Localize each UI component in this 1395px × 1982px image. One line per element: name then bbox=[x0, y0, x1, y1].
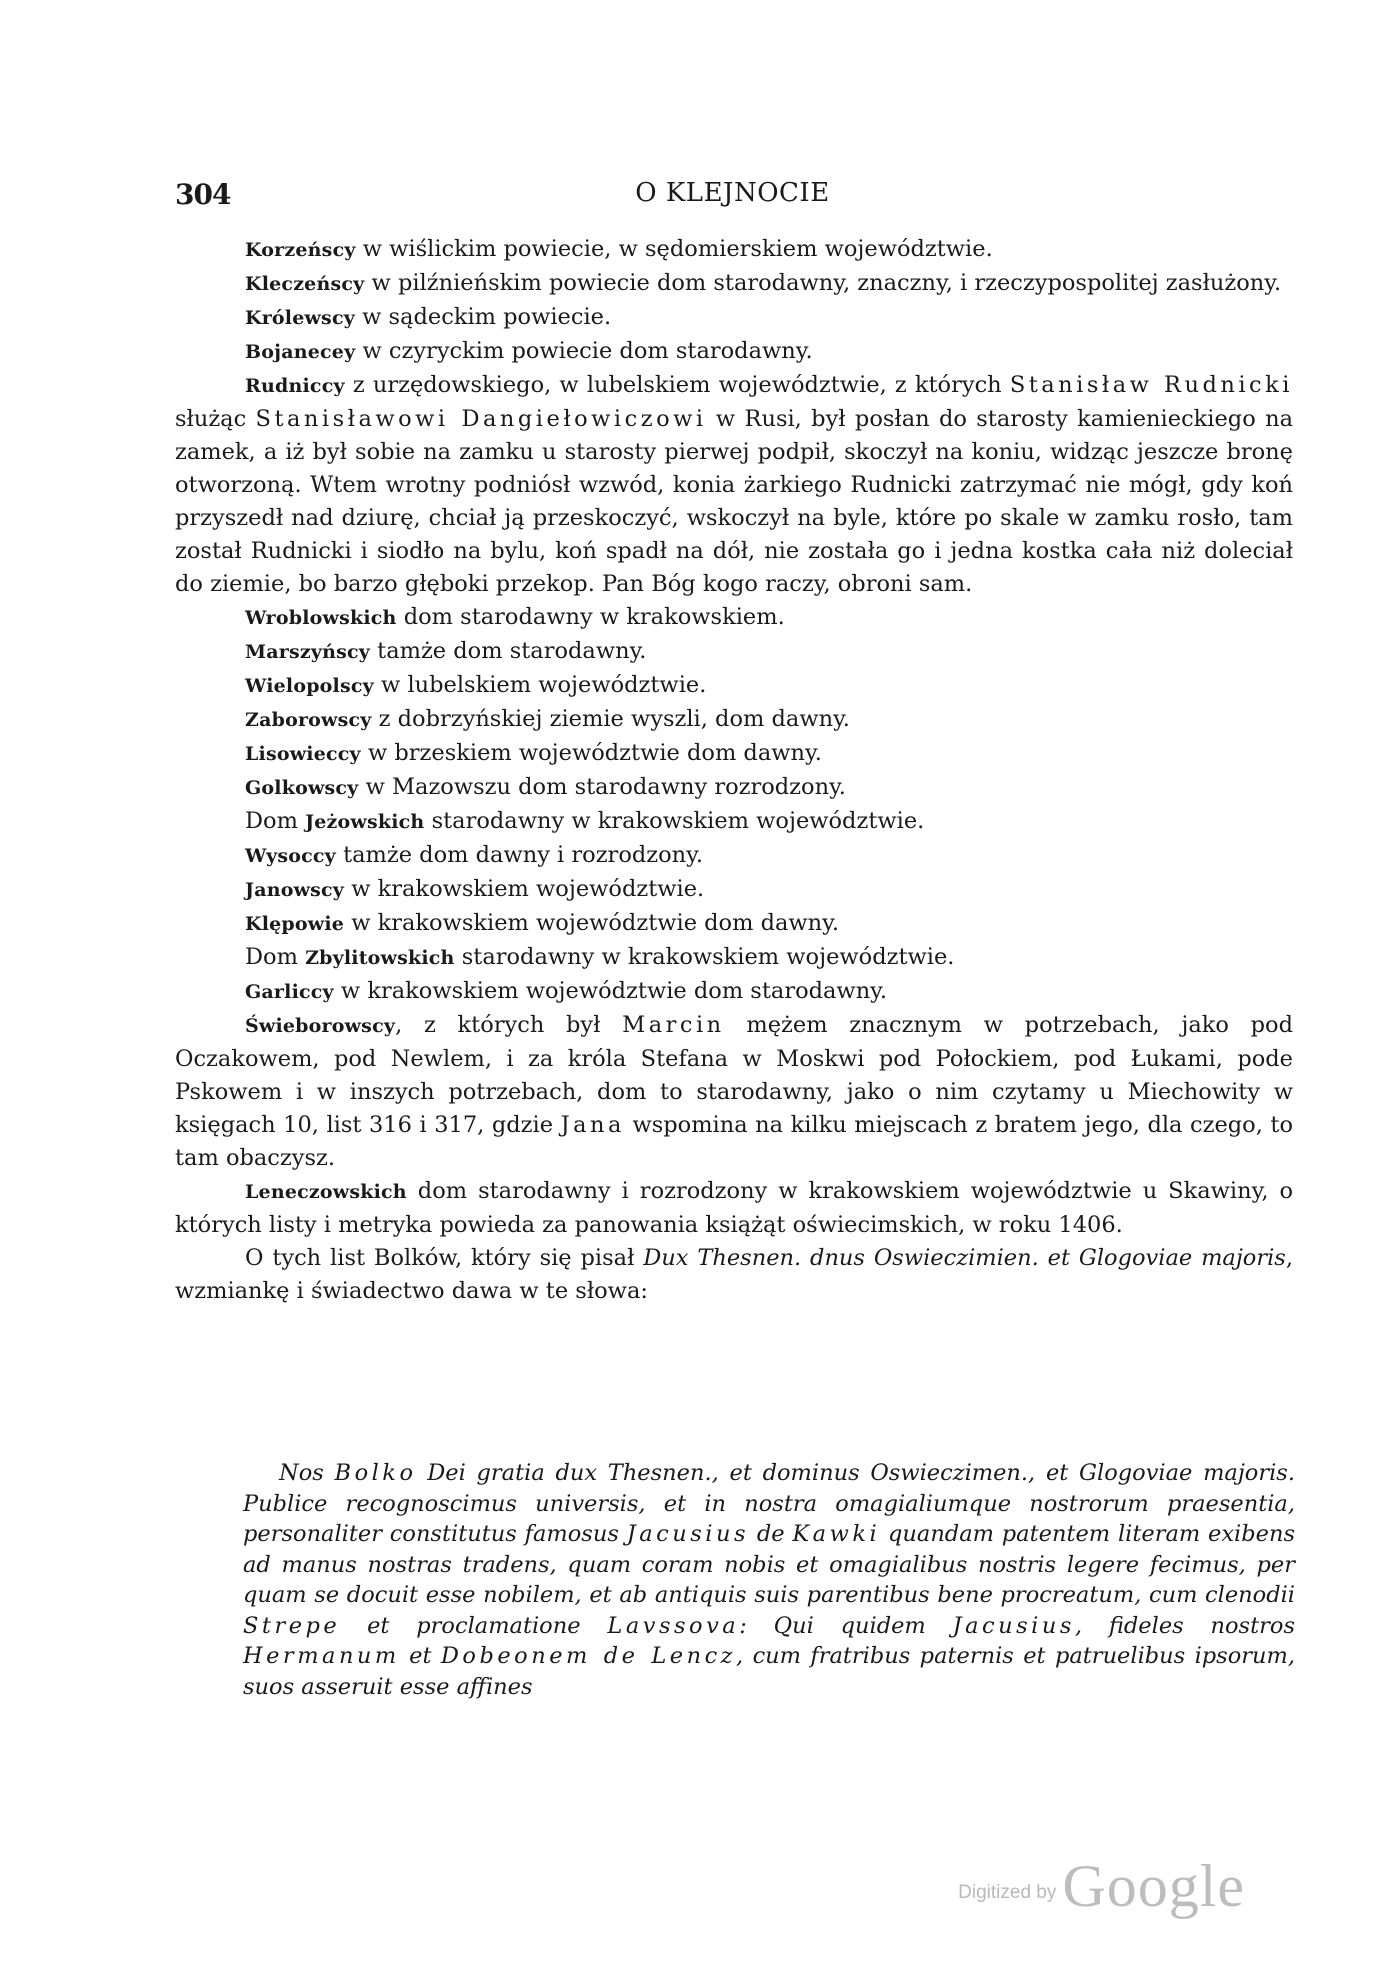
digitized-watermark bbox=[958, 1852, 1245, 1918]
entry-text: w pilźnieńskim powiecie dom starodawny, znaczny, i rzeczypospolitej zasłużony. bbox=[364, 270, 1282, 296]
family-name: Marszyńscy bbox=[245, 641, 370, 663]
spaced-name: Bolko bbox=[334, 1460, 417, 1486]
quote-text: de bbox=[749, 1521, 793, 1547]
entry-text: w wiślickim powiecie, w sędomierskiem województwie. bbox=[355, 236, 993, 262]
quote-text: , cum fratribus paternis et patruelibus ipsorum, suos asseruit esse affines bbox=[243, 1643, 1296, 1700]
entry-text: w sądeckim powiecie. bbox=[354, 304, 612, 330]
family-name: Zaborowscy bbox=[245, 709, 372, 731]
entry-text: służąc bbox=[175, 406, 256, 432]
entry-jezowskich bbox=[175, 805, 1293, 839]
entry-prefix: Dom bbox=[245, 944, 306, 970]
entry-wroblowskich bbox=[175, 601, 1293, 635]
family-name: Golkowscy bbox=[245, 777, 359, 799]
entry-text: wspomina na kilku miejscach z bratem jego, dla czego, to tam obaczysz. bbox=[175, 1112, 1294, 1171]
family-name: Świeborowscy bbox=[245, 1015, 396, 1037]
latin-quotation bbox=[243, 1458, 1295, 1702]
entry-bojanecey bbox=[175, 335, 1293, 369]
entry-zaborowscy bbox=[175, 703, 1293, 737]
entry-text: , z których był bbox=[395, 1012, 623, 1038]
google-logo: Google bbox=[1062, 1853, 1245, 1919]
entry-janowscy bbox=[175, 873, 1293, 907]
entry-rudniccy bbox=[175, 369, 1293, 601]
spaced-name: Hermanum bbox=[243, 1643, 400, 1669]
entry-wielopolscy bbox=[175, 669, 1293, 703]
page-number: 304 bbox=[175, 178, 231, 211]
entry-garliccy bbox=[175, 975, 1293, 1009]
entry-kleczenscy bbox=[175, 267, 1293, 301]
entry-text: tamże dom dawny i rozrodzony. bbox=[335, 842, 704, 868]
spaced-name: Stanisław Rudnicki bbox=[1009, 372, 1293, 398]
watermark-label: Digitized by bbox=[958, 1882, 1057, 1903]
spaced-name: Jacusius bbox=[626, 1521, 749, 1547]
entry-text: O tych list Bolków, który się pisał bbox=[245, 1245, 644, 1271]
family-name: Wielopolscy bbox=[245, 675, 374, 697]
family-name: Królewscy bbox=[245, 307, 355, 329]
family-name: Jeżowskich bbox=[305, 811, 425, 833]
entry-text: w lubelskiem województwie. bbox=[373, 672, 707, 698]
entry-text: tamże dom starodawny. bbox=[370, 638, 647, 664]
spaced-name: Jana bbox=[560, 1112, 625, 1138]
page-header bbox=[175, 178, 1290, 218]
family-name: Leneczowskich bbox=[245, 1181, 407, 1203]
family-name: Bojanecey bbox=[245, 341, 356, 363]
family-name: Garliccy bbox=[245, 981, 334, 1003]
entry-wysoccy bbox=[175, 839, 1293, 873]
spaced-name: Lavssova bbox=[607, 1612, 740, 1639]
entry-text: w Mazowszu dom starodawny rozrodzony. bbox=[358, 774, 846, 800]
entry-text: w krakowskiem województwie dom dawny. bbox=[344, 910, 840, 936]
family-name: Rudniccy bbox=[245, 375, 345, 397]
family-name: Kleczeńscy bbox=[245, 273, 365, 295]
entry-prefix: Dom bbox=[245, 808, 306, 834]
entry-krolewscy bbox=[175, 301, 1293, 335]
quote-text: quandam patentem literam exibens ad manus nostras tradens, quam coram nobis et omagialibus nostris legere fecimus, per quam se docuit esse nobilem, et ab antiquis suis parentibus bene procreatum, cum clenodii bbox=[243, 1521, 1295, 1608]
quote-text: et proclamatione bbox=[340, 1612, 608, 1639]
quote-text: Dei gratia dux Thesnen., et dominus Oswieczimen., et Glogoviae majoris. Publice recognoscimus universis, et in nostra omagialiumque nostrorum praesentia, personaliter constitutus famosus bbox=[243, 1460, 1296, 1547]
spaced-name: Marcin bbox=[622, 1012, 725, 1038]
quote-text: et bbox=[399, 1643, 441, 1669]
entry-text: w Rusi, był posłan do starosty kamienieckiego na zamek, a iż był sobie na zamku u starosty pierwej podpił, skoczył na koniu, widząc jeszcze bronę otworzoną. Wtem wrotny podniósł wzwód, konia żarkiego Rudnicki zatrzymać nie mógł, gdy koń przyszedł nad dziurę, chciał ją przeskoczyć, wskoczył na byle, które po skale w zamku rosło, tam został Rudnicki i siodło na bylu, koń spadł na dół, nie została go i jedna kostka cała niż doleciał do ziemie, bo barzo głęboki przekop. Pan Bóg kogo raczy, obroni sam. bbox=[175, 406, 1294, 597]
entry-text: dom starodawny i rozrodzony w krakowskiem województwie u Skawiny, o których listy i metryka powieda za panowania książąt oświecimskich, w roku 1406. bbox=[175, 1178, 1293, 1238]
quote-paragraph bbox=[243, 1458, 1295, 1702]
spaced-name: Stanisławowi Dangiełowiczowi bbox=[255, 406, 707, 432]
family-name: Wroblowskich bbox=[245, 607, 397, 629]
entry-text: z dobrzyńskiej ziemie wyszli, dom dawny. bbox=[371, 706, 850, 732]
spaced-name: Jacusius bbox=[952, 1612, 1075, 1639]
entry-marszynscy bbox=[175, 635, 1293, 669]
bolko-paragraph bbox=[175, 1242, 1293, 1308]
entry-text: w czyryckim powiecie dom starodawny. bbox=[355, 338, 813, 364]
quote-text: , fideles nostros bbox=[1074, 1612, 1295, 1639]
entry-korzenscy bbox=[175, 233, 1293, 267]
spaced-name: Dobeonem de Lencz bbox=[440, 1643, 737, 1669]
entry-text: w krakowskiem województwie dom starodawny. bbox=[333, 978, 888, 1004]
bolko-title: Dux Thesnen. dnus Oswieczimien. et Glogoviae majoris bbox=[643, 1245, 1286, 1271]
family-name: Wysoccy bbox=[245, 845, 336, 867]
entry-text: , wzmiankę i świadectwo dawa w te słowa: bbox=[175, 1245, 1293, 1304]
entry-klepowie bbox=[175, 907, 1293, 941]
entry-text: starodawny w krakowskiem województwie. bbox=[424, 808, 925, 834]
spaced-name: Strepe bbox=[243, 1612, 341, 1639]
entry-lisowieccy bbox=[175, 737, 1293, 771]
entry-text: dom starodawny w krakowskiem. bbox=[396, 604, 785, 630]
family-name: Klępowie bbox=[245, 913, 345, 935]
spaced-name: Kawki bbox=[792, 1521, 881, 1547]
family-name: Lisowieccy bbox=[245, 743, 361, 765]
entry-text: z urzędowskiego, w lubelskiem województwie, z których bbox=[344, 372, 1010, 398]
entry-text: mężem znacznym w potrzebach, jako pod Oczakowem, pod Newlem, i za króla Stefana w Moskwi pod Połockiem, pod Łukami, pode Pskowem i w inszych potrzebach, dom to starodawny, jako o nim czytamy u Miechowity w księgach 10, list 316 i 317, gdzie bbox=[175, 1012, 1294, 1138]
family-name: Janowscy bbox=[245, 879, 345, 901]
entry-zbylitowskich bbox=[175, 941, 1293, 975]
family-name: Korzeńscy bbox=[245, 239, 356, 261]
entry-text: starodawny w krakowskiem województwie. bbox=[454, 944, 955, 970]
entry-text: w krakowskiem województwie. bbox=[344, 876, 705, 902]
running-title: O KLEJNOCIE bbox=[635, 178, 830, 208]
entry-leneczowskich bbox=[175, 1175, 1293, 1242]
main-text bbox=[175, 233, 1293, 1308]
entry-text: w brzeskiem województwie dom dawny. bbox=[360, 740, 822, 766]
entry-swieborowscy bbox=[175, 1009, 1293, 1175]
quote-text: : Qui quidem bbox=[739, 1612, 953, 1639]
quote-text: Nos bbox=[279, 1460, 335, 1486]
family-name: Zbylitowskich bbox=[305, 947, 455, 969]
entry-golkowscy bbox=[175, 771, 1293, 805]
